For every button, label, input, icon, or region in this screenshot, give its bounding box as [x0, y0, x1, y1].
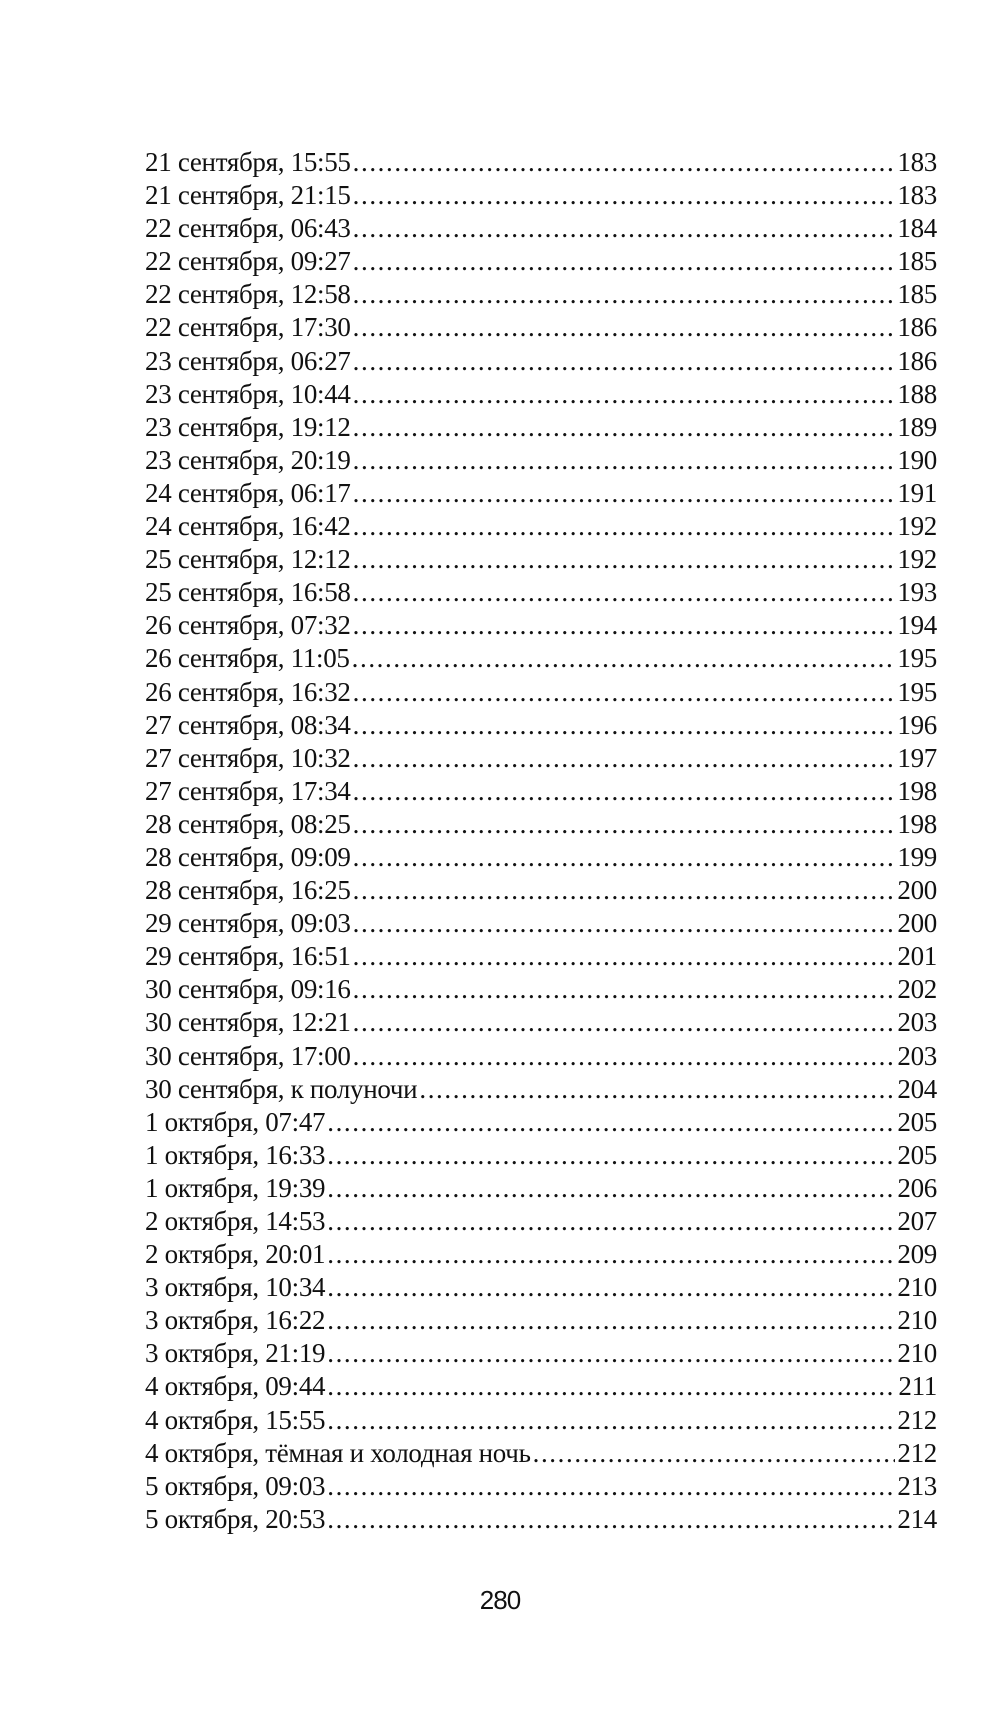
toc-entry [145, 179, 937, 212]
dot-leader [353, 1006, 896, 1039]
toc-entry-title: 28 сентября, 08:25 [145, 808, 351, 839]
dot-leader [327, 1470, 895, 1503]
toc-entry-page: 203 [897, 1007, 937, 1038]
dot-leader [327, 1205, 895, 1238]
toc-entry [145, 311, 937, 344]
toc-entry-page: 205 [897, 1139, 937, 1170]
toc-entry [145, 411, 937, 444]
toc-entry [145, 742, 937, 775]
toc-entry-title: 23 сентября, 10:44 [145, 378, 351, 409]
toc-entry-title: 30 сентября, к полуночи [145, 1073, 418, 1104]
toc-entry-page: 214 [897, 1503, 937, 1534]
toc-entry [145, 1139, 937, 1172]
toc-entry-page: 212 [897, 1437, 937, 1468]
dot-leader [353, 311, 896, 344]
toc-entry-page: 186 [897, 312, 937, 343]
toc-entry [145, 1271, 937, 1304]
toc-entry-page: 189 [897, 411, 937, 442]
toc-entry [145, 1404, 937, 1437]
dot-leader [353, 907, 896, 940]
toc-entry-page: 200 [897, 875, 937, 906]
toc-entry [145, 1172, 937, 1205]
toc-entry-page: 194 [897, 610, 937, 641]
toc-entry-title: 21 сентября, 21:15 [145, 180, 351, 211]
toc-entry-page: 183 [897, 180, 937, 211]
toc-entry-title: 27 сентября, 08:34 [145, 709, 351, 740]
toc-entry-page: 185 [897, 246, 937, 277]
toc-entry [145, 609, 937, 642]
dot-leader [327, 1139, 895, 1172]
toc-entry [145, 1205, 937, 1238]
toc-entry [145, 510, 937, 543]
toc-entry [145, 676, 937, 709]
toc-entry-title: 23 сентября, 19:12 [145, 411, 351, 442]
dot-leader [327, 1238, 895, 1271]
toc-entry-page: 210 [897, 1272, 937, 1303]
dot-leader [327, 1370, 896, 1403]
dot-leader [327, 1172, 895, 1205]
toc-entry [145, 1106, 937, 1139]
dot-leader [353, 212, 896, 245]
toc-entry [145, 808, 937, 841]
toc-entry [145, 576, 937, 609]
dot-leader [419, 1073, 895, 1106]
toc-entry [145, 907, 937, 940]
dot-leader [353, 179, 896, 212]
toc-entry [145, 841, 937, 874]
toc-entry-title: 29 сентября, 16:51 [145, 941, 351, 972]
toc-entry [145, 444, 937, 477]
dot-leader [353, 411, 896, 444]
toc-entry-title: 22 сентября, 06:43 [145, 213, 351, 244]
toc-entry-title: 22 сентября, 09:27 [145, 246, 351, 277]
toc-entry [145, 1337, 937, 1370]
toc-entry-title: 27 сентября, 10:32 [145, 742, 351, 773]
toc-entry [145, 709, 937, 742]
toc-entry-title: 3 октября, 10:34 [145, 1272, 326, 1303]
toc-entry-title: 29 сентября, 09:03 [145, 908, 351, 939]
dot-leader [353, 477, 896, 510]
toc-entry-title: 25 сентября, 12:12 [145, 544, 351, 575]
toc-entry-title: 2 октября, 14:53 [145, 1206, 326, 1236]
dot-leader [533, 1437, 896, 1470]
toc-entry [145, 1503, 937, 1536]
toc-entry-page: 198 [897, 775, 937, 806]
toc-entry-page: 200 [897, 908, 937, 939]
dot-leader [353, 576, 896, 609]
toc-entry-page: 184 [897, 213, 937, 244]
toc-entry-page: 201 [897, 941, 937, 972]
toc-entry-title: 30 сентября, 09:16 [145, 974, 351, 1005]
toc-entry-title: 5 октября, 20:53 [145, 1503, 326, 1534]
toc-entry-title: 26 сентября, 16:32 [145, 676, 351, 707]
toc-entry-title: 24 сентября, 16:42 [145, 511, 351, 542]
toc-entry-page: 196 [897, 709, 937, 740]
dot-leader [353, 973, 896, 1006]
dot-leader [353, 1040, 896, 1073]
toc-entry [145, 1040, 937, 1073]
dot-leader [327, 1304, 895, 1337]
toc-entry-page: 206 [897, 1172, 937, 1203]
dot-leader [353, 742, 896, 775]
toc-entry-title: 22 сентября, 12:58 [145, 279, 351, 310]
toc-entry-page: 209 [897, 1239, 937, 1270]
toc-entry-page: 188 [897, 378, 937, 409]
toc-entry-page: 205 [897, 1106, 937, 1137]
dot-leader [353, 709, 896, 742]
toc-entry-title: 27 сентября, 17:34 [145, 775, 351, 806]
dot-leader [327, 1106, 895, 1139]
toc-entry-page: 213 [897, 1470, 937, 1501]
dot-leader [327, 1404, 895, 1437]
dot-leader [327, 1271, 895, 1304]
toc-entry [145, 477, 937, 510]
toc-entry [145, 1006, 937, 1039]
toc-entry-title: 3 октября, 16:22 [145, 1305, 326, 1336]
toc-entry-page: 210 [897, 1338, 937, 1369]
toc-entry-title: 30 сентября, 12:21 [145, 1007, 351, 1038]
toc-entry-page: 207 [897, 1206, 937, 1236]
toc-entry-title: 21 сентября, 15:55 [145, 147, 351, 177]
toc-entry-page: 197 [897, 742, 937, 773]
toc-entry-page: 192 [897, 511, 937, 542]
toc-entry-page: 185 [897, 279, 937, 310]
toc-entry-title: 26 сентября, 11:05 [145, 643, 350, 674]
dot-leader [353, 378, 896, 411]
dot-leader [353, 510, 896, 543]
toc-entry-title: 1 октября, 16:33 [145, 1139, 326, 1170]
toc-entry-title: 2 октября, 20:01 [145, 1239, 326, 1270]
dot-leader [353, 775, 896, 808]
toc-entry [145, 973, 937, 1006]
toc-entry-page: 191 [897, 477, 937, 508]
dot-leader [353, 808, 896, 841]
dot-leader [353, 245, 896, 278]
toc-entry [145, 345, 937, 378]
toc-entry-title: 28 сентября, 16:25 [145, 875, 351, 906]
toc-entry-page: 198 [897, 808, 937, 839]
toc-entry [145, 775, 937, 808]
toc-entry [145, 1370, 937, 1403]
toc-entry [145, 543, 937, 576]
toc-entry-page: 204 [897, 1073, 937, 1104]
toc-entry-page: 195 [897, 643, 937, 674]
toc-entry-title: 5 октября, 09:03 [145, 1470, 326, 1501]
toc-entry [145, 874, 937, 907]
toc-entry-page: 186 [897, 345, 937, 376]
dot-leader [353, 841, 896, 874]
toc-entry [145, 245, 937, 278]
toc-entry [145, 1304, 937, 1337]
toc-entry-page: 202 [897, 974, 937, 1005]
dot-leader [353, 444, 896, 477]
toc-entry-title: 23 сентября, 06:27 [145, 345, 351, 376]
dot-leader [327, 1337, 895, 1370]
toc-entry [145, 1437, 937, 1470]
toc-entry [145, 940, 937, 973]
toc-entry-title: 25 сентября, 16:58 [145, 577, 351, 608]
toc-entry [145, 642, 937, 675]
dot-leader [353, 676, 896, 709]
toc-entry-title: 3 октября, 21:19 [145, 1338, 326, 1369]
toc-entry [145, 378, 937, 411]
toc-entry-title: 30 сентября, 17:00 [145, 1040, 351, 1071]
dot-leader [353, 345, 896, 378]
toc-entry-page: 193 [897, 577, 937, 608]
toc-entry-title: 4 октября, 09:44 [145, 1371, 326, 1402]
dot-leader [353, 543, 896, 576]
dot-leader [353, 874, 896, 907]
toc-entry-page: 199 [897, 841, 937, 872]
toc-entry-page: 190 [897, 444, 937, 475]
dot-leader [353, 146, 896, 179]
toc-entry [145, 146, 937, 179]
toc-entry-page: 212 [897, 1404, 937, 1435]
dot-leader [353, 609, 896, 642]
toc-entry-page: 183 [897, 147, 937, 177]
dot-leader [353, 940, 896, 973]
toc-entry-page: 211 [898, 1371, 937, 1402]
toc-entry-title: 22 сентября, 17:30 [145, 312, 351, 343]
toc-entry-title: 1 октября, 07:47 [145, 1106, 326, 1137]
dot-leader [327, 1503, 895, 1536]
toc-entry [145, 212, 937, 245]
toc-entry-page: 210 [897, 1305, 937, 1336]
table-of-contents [145, 146, 937, 1536]
toc-entry [145, 1073, 937, 1106]
toc-entry [145, 1470, 937, 1503]
toc-entry-title: 1 октября, 19:39 [145, 1172, 326, 1203]
toc-entry-title: 28 сентября, 09:09 [145, 841, 351, 872]
toc-entry-page: 195 [897, 676, 937, 707]
toc-entry-title: 23 сентября, 20:19 [145, 444, 351, 475]
toc-entry [145, 278, 937, 311]
toc-entry-title: 4 октября, 15:55 [145, 1404, 326, 1435]
toc-entry-title: 24 сентября, 06:17 [145, 477, 351, 508]
toc-entry [145, 1238, 937, 1271]
toc-entry-page: 192 [897, 544, 937, 575]
toc-entry-page: 203 [897, 1040, 937, 1071]
dot-leader [353, 278, 896, 311]
toc-entry-title: 4 октября, тёмная и холодная ночь [145, 1437, 531, 1468]
dot-leader [352, 642, 896, 675]
page-number: 280 [479, 1585, 521, 1615]
toc-entry-title: 26 сентября, 07:32 [145, 610, 351, 641]
